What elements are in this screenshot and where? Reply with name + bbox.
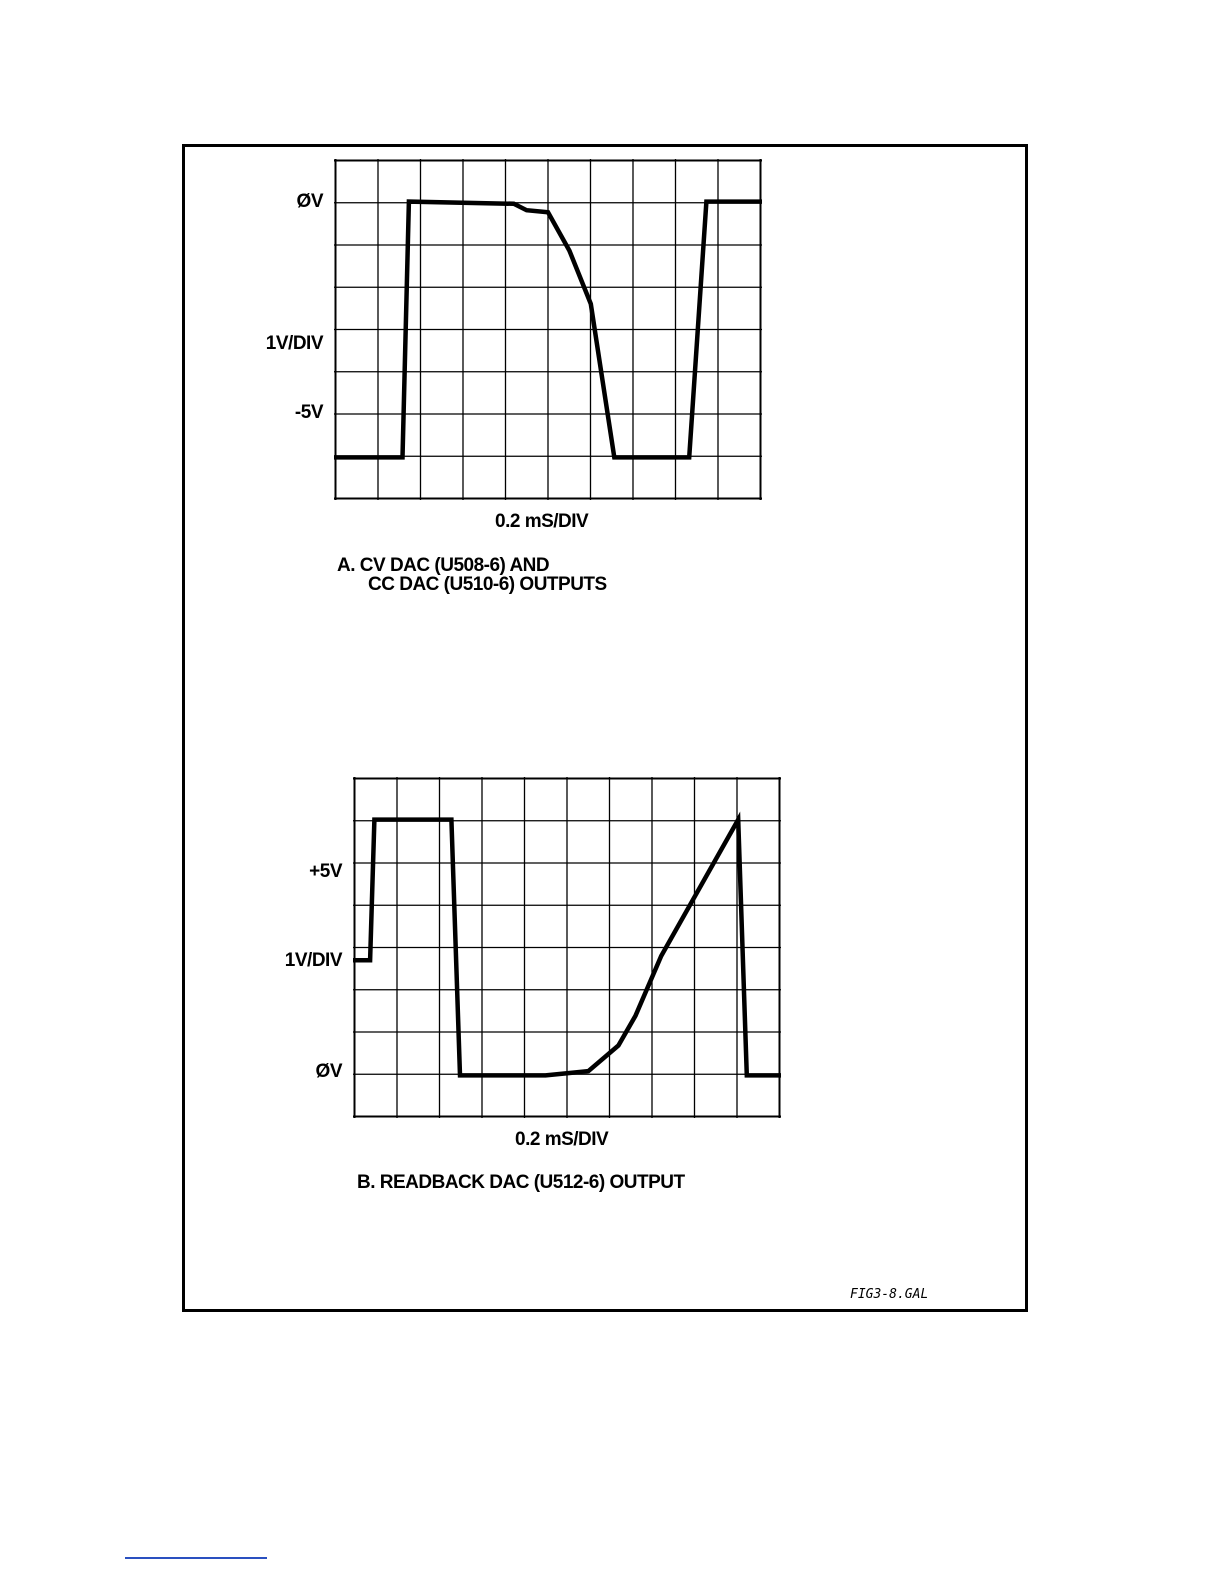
scope-b-grid xyxy=(353,777,781,1118)
panel-a-caption-line2: CC DAC (U510-6) OUTPUTS xyxy=(368,574,607,595)
panel-a-caption-line1: A. CV DAC (U508-6) AND xyxy=(337,555,550,576)
panel-a-ytick-top: ØV xyxy=(296,191,323,212)
panel-b-xscale: 0.2 mS/DIV xyxy=(515,1129,609,1150)
panel-a-xscale: 0.2 mS/DIV xyxy=(495,511,589,532)
panel-a-ytick-bottom: -5V xyxy=(294,402,323,423)
footer-rule xyxy=(125,1557,267,1559)
figure-id-label: FIG3-8.GAL xyxy=(850,1287,929,1302)
scope-b-graticule xyxy=(353,777,781,1118)
panel-b-ytick-bottom: ØV xyxy=(315,1061,342,1082)
panel-b-ytick-top: +5V xyxy=(309,861,342,882)
panel-b-yscale: 1V/DIV xyxy=(284,950,342,971)
panel-a-yscale: 1V/DIV xyxy=(265,333,323,354)
scope-a-graticule xyxy=(334,159,762,500)
panel-b-caption: B. READBACK DAC (U512-6) OUTPUT xyxy=(357,1172,685,1193)
